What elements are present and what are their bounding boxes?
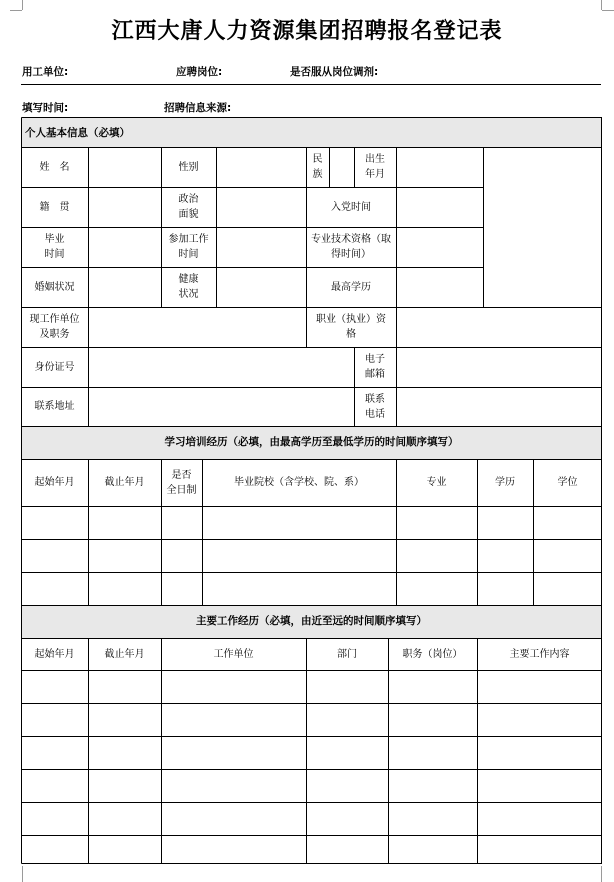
edu-col-school: 毕业院校（含学校、院、系）	[234, 477, 364, 488]
id-number-label: 身份证号	[34, 361, 75, 373]
photo-box	[483, 147, 602, 307]
page-title: 江西大唐人力资源集团招聘报名登记表	[111, 18, 503, 44]
phone-field[interactable]	[396, 387, 602, 426]
address-label: 联系地址	[34, 401, 75, 412]
work-col-start: 起始年月	[34, 648, 75, 660]
license-label: 职业（执业）资 格	[316, 314, 386, 340]
crop-mark-top-left-v	[22, 0, 23, 10]
native-place-label: 籍 贯	[39, 201, 70, 213]
graduation-field[interactable]	[88, 227, 161, 267]
transfer-label: 是否服从岗位调剂:	[290, 66, 379, 78]
crop-mark-bottom-right-v	[601, 866, 602, 882]
name-field[interactable]	[88, 147, 161, 187]
party-date-label: 入党时间	[331, 201, 371, 213]
education-section-title: 学习培训经历（必填，由最高学历至最低学历的时间顺序填写）	[164, 436, 459, 448]
edu-col-major: 专业	[426, 477, 447, 488]
crop-mark-bottom-left-v	[22, 866, 23, 882]
qualification-field[interactable]	[396, 227, 483, 267]
marital-status-field[interactable]	[88, 267, 161, 307]
personal-section-title: 个人基本信息（必填）	[25, 126, 130, 139]
gender-field[interactable]	[216, 147, 306, 187]
ethnicity-field[interactable]	[329, 147, 354, 187]
political-status-label: 政治 面貌	[178, 194, 199, 220]
edu-col-degree: 学位	[557, 477, 578, 488]
position-label: 应聘岗位:	[176, 66, 223, 78]
edu-col-degree-level: 学历	[495, 477, 515, 488]
education-level-label: 最高学历	[331, 281, 371, 293]
crop-mark-top-right-h	[602, 10, 614, 11]
edu-col-end: 截止年月	[104, 477, 145, 488]
meta-divider-line	[21, 84, 601, 85]
party-date-field[interactable]	[396, 187, 483, 227]
work-start-label: 参加工作 时间	[168, 234, 209, 260]
phone-label: 联系 电话	[365, 393, 385, 420]
name-label: 姓 名	[39, 161, 70, 173]
marital-status-label: 婚姻状况	[34, 281, 75, 293]
edu-col-fulltime: 是否 全日制	[166, 469, 197, 496]
ethnicity-label: 民 族	[312, 154, 323, 180]
current-job-label: 现工作单位 及职务	[29, 314, 80, 340]
education-level-field[interactable]	[396, 267, 483, 307]
graduation-label: 毕业 时间	[44, 234, 65, 260]
email-field[interactable]	[396, 347, 602, 387]
work-col-end: 截止年月	[104, 648, 145, 660]
work-col-employer: 工作单位	[213, 648, 254, 660]
employer-label: 用工单位:	[22, 66, 69, 78]
native-place-field[interactable]	[88, 187, 161, 227]
registration-form-table	[21, 117, 602, 864]
fill-time-label: 填写时间:	[22, 102, 69, 114]
health-field[interactable]	[216, 267, 306, 307]
crop-mark-top-left-h	[10, 10, 22, 11]
qualification-label: 专业技术资格（取 得时间）	[311, 234, 391, 260]
license-field[interactable]	[396, 307, 602, 347]
gender-label: 性别	[178, 161, 199, 173]
source-label: 招聘信息来源:	[164, 102, 232, 114]
birth-field[interactable]	[396, 147, 483, 187]
edu-col-start: 起始年月	[34, 477, 75, 488]
email-label: 电子 邮箱	[365, 354, 385, 380]
political-status-field[interactable]	[216, 187, 306, 227]
birth-label: 出生 年月	[365, 154, 385, 180]
address-field[interactable]	[88, 387, 354, 426]
work-col-content: 主要工作内容	[509, 648, 570, 660]
work-col-department: 部门	[337, 648, 357, 660]
id-number-field[interactable]	[88, 347, 354, 387]
work-col-position: 职务（岗位）	[402, 648, 463, 660]
work-start-field[interactable]	[216, 227, 306, 267]
current-job-field[interactable]	[88, 307, 306, 347]
crop-mark-top-right-v	[601, 0, 602, 10]
work-section-title: 主要工作经历（必填，由近至远的时间顺序填写）	[196, 615, 427, 627]
health-label: 健康 状况	[178, 274, 199, 300]
